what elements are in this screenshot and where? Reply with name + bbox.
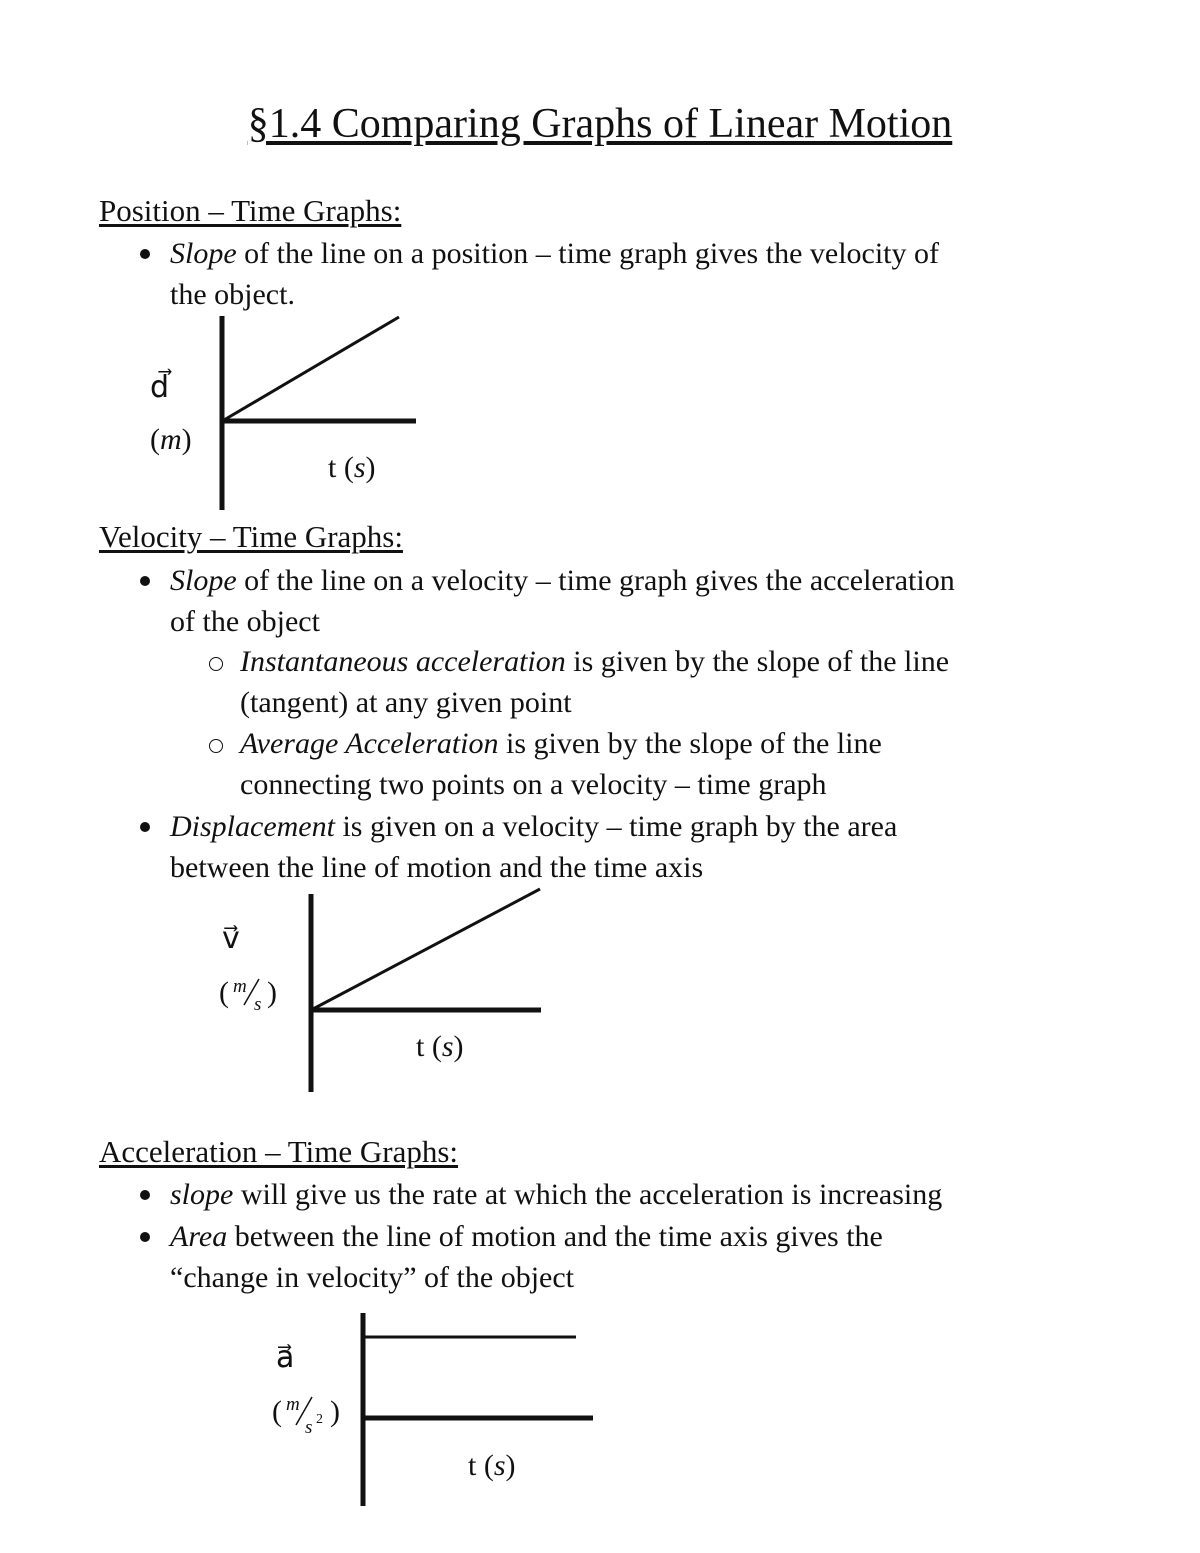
- graph-y-unit-fraction: [272, 1394, 340, 1438]
- bullet-term: Slope: [170, 564, 237, 597]
- graph-unit-open-paren: (: [272, 1395, 282, 1428]
- graph-y-label: d⃗: [150, 371, 170, 404]
- section-heading-velocity-time: Velocity – Time Graphs:: [99, 519, 403, 554]
- bullet-continuation: the object.: [170, 278, 295, 311]
- bullet-text: of the line on a position – time graph gives the velocity of: [236, 237, 940, 270]
- graph-x-unit: s: [353, 451, 366, 484]
- bullet-continuation: between the line of motion and the time axis: [170, 851, 704, 884]
- sub-bullet-text: is given by the slope of the line: [565, 645, 950, 678]
- graph-x-axis-label: t (s): [328, 451, 376, 484]
- section-heading-acceleration-time: Acceleration – Time Graphs:: [99, 1134, 459, 1169]
- sub-bullet-text: is given by the slope of the line: [498, 727, 882, 760]
- graph-y-unit-label: (m): [150, 423, 192, 456]
- graph-x-axis-label: t (s): [468, 1449, 516, 1482]
- graph-y-label: v⃗: [222, 922, 240, 955]
- bullet-term: Slope: [170, 237, 237, 270]
- graph-unit-open-paren: (: [219, 976, 229, 1009]
- graph-x-unit: s: [493, 1449, 506, 1482]
- graph-unit-exponent: 2: [316, 1412, 323, 1427]
- graph-unit-close-paren: ): [267, 976, 277, 1009]
- bullet-text: between the line of motion and the time axis gives the: [227, 1220, 883, 1253]
- sub-bullet-term: Instantaneous acceleration: [240, 645, 566, 678]
- bullet-continuation: “change in velocity” of the object: [170, 1261, 574, 1294]
- graph-unit-numerator: m: [233, 976, 247, 997]
- sub-bullet-continuation: (tangent) at any given point: [240, 686, 572, 719]
- section-heading-position-time: Position – Time Graphs:: [99, 193, 402, 228]
- graph-unit-close-paren: ): [330, 1395, 340, 1428]
- bullet-term: Area: [170, 1220, 228, 1253]
- graph-unit-numerator: m: [286, 1394, 300, 1415]
- bullet-term: Displacement: [170, 810, 335, 843]
- bullet-term: slope: [170, 1178, 234, 1211]
- graph-y-unit: m: [160, 423, 182, 456]
- sub-bullet-term: Average Acceleration: [240, 727, 499, 760]
- graph-x-label: t: [416, 1030, 425, 1063]
- graph-x-unit: s: [441, 1030, 454, 1063]
- bullet-text: will give us the rate at which the acceleration is increasing: [233, 1178, 943, 1211]
- graph-x-label: t: [328, 451, 337, 484]
- graph-x-axis-label: t (s): [416, 1030, 464, 1063]
- page-title: §1.4 Comparing Graphs of Linear Motion: [247, 101, 953, 147]
- graph-x-label: t: [468, 1449, 477, 1482]
- graph-y-label: a⃗: [276, 1341, 295, 1374]
- bullet-continuation: of the object: [170, 605, 320, 638]
- sub-bullet-continuation: connecting two points on a velocity – time graph: [240, 768, 827, 801]
- bullet-text: of the line on a velocity – time graph gives the acceleration: [236, 564, 955, 597]
- graph-unit-denominator: s: [305, 1417, 313, 1438]
- graph-unit-denominator: s: [254, 994, 262, 1015]
- bullet-text: is given on a velocity – time graph by the area: [334, 810, 898, 843]
